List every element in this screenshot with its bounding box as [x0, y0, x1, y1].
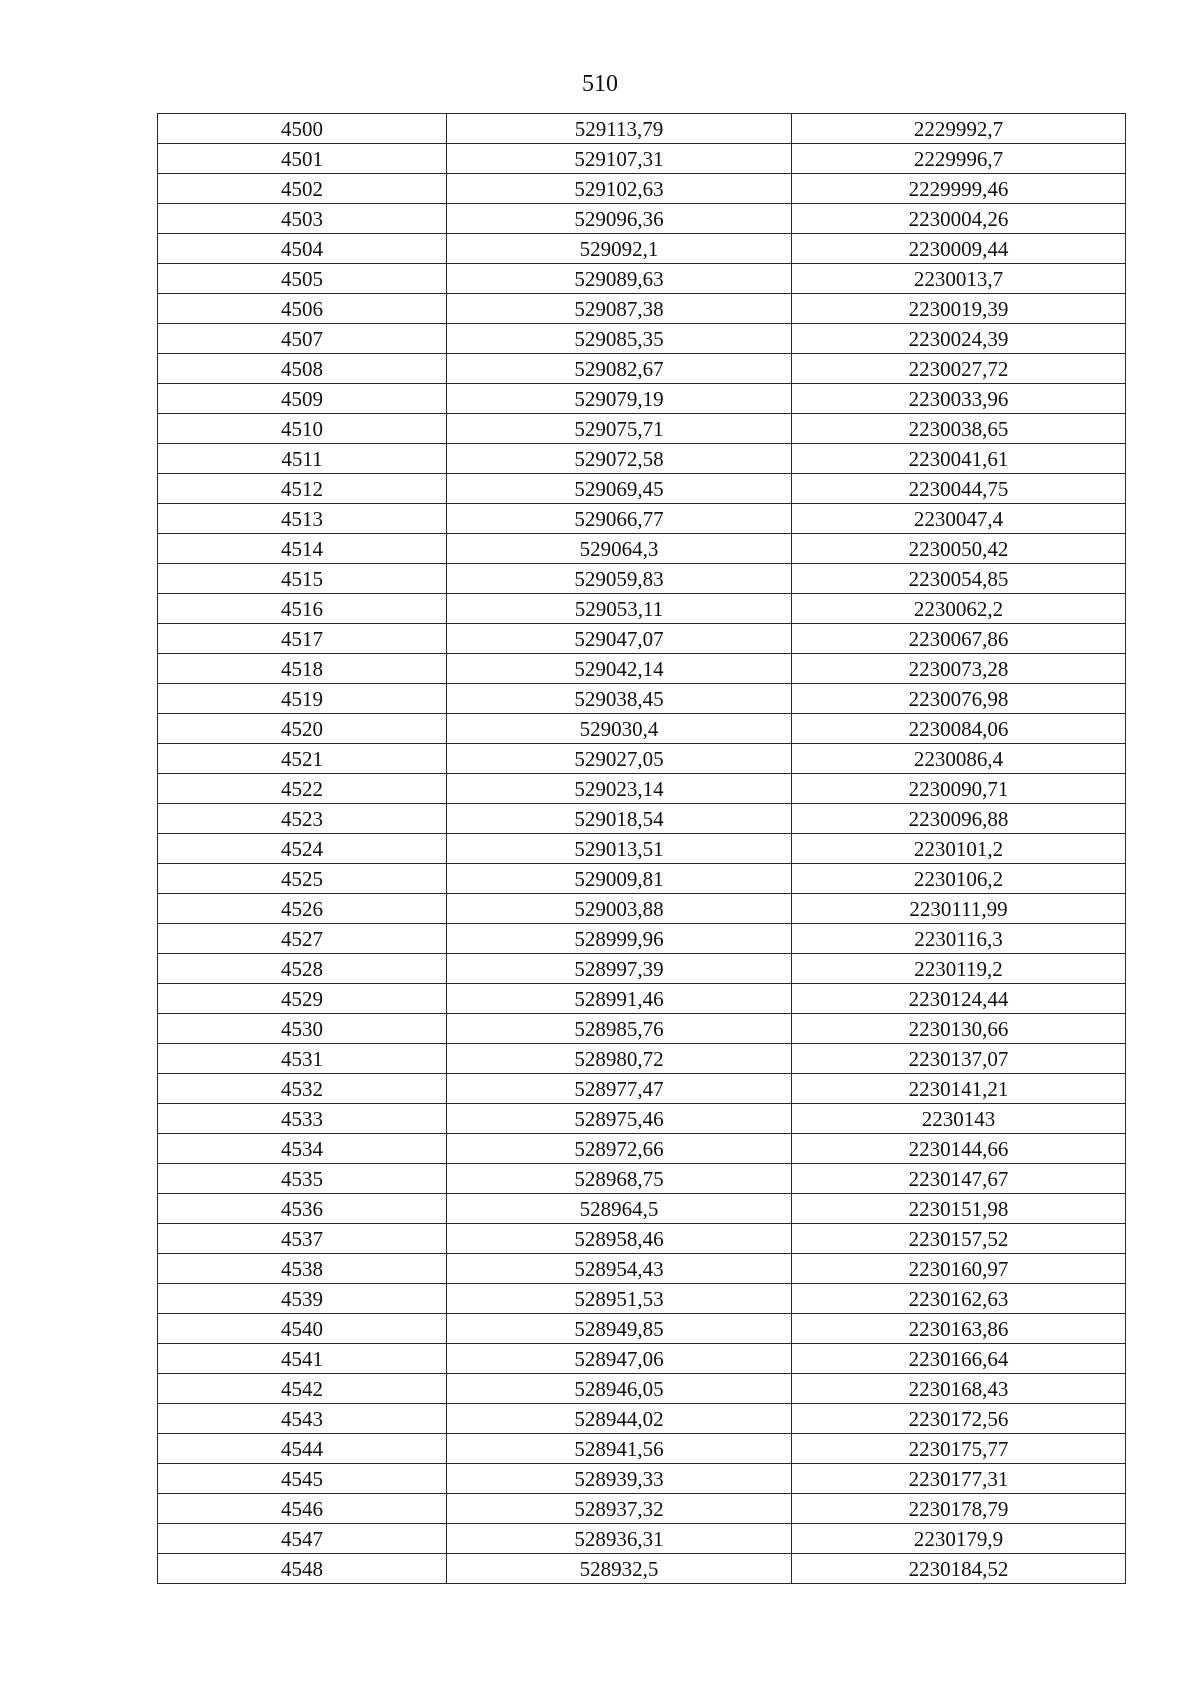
table-row	[158, 444, 1126, 474]
y-coordinate-cell: 2230024,39	[792, 324, 1126, 354]
point-number-cell: 4507	[158, 324, 447, 354]
table-row	[158, 1434, 1126, 1464]
x-coordinate-cell: 528944,02	[447, 1404, 792, 1434]
table-row	[158, 954, 1126, 984]
table-row	[158, 864, 1126, 894]
x-coordinate-cell: 528936,31	[447, 1524, 792, 1554]
x-coordinate-cell: 528946,05	[447, 1374, 792, 1404]
point-number-cell: 4535	[158, 1164, 447, 1194]
point-number-cell: 4547	[158, 1524, 447, 1554]
y-coordinate-cell: 2230144,66	[792, 1134, 1126, 1164]
point-number-cell: 4548	[158, 1554, 447, 1584]
x-coordinate-cell: 529079,19	[447, 384, 792, 414]
table-row	[158, 1104, 1126, 1134]
y-coordinate-cell: 2230179,9	[792, 1524, 1126, 1554]
table-row	[158, 1464, 1126, 1494]
point-number-cell: 4537	[158, 1224, 447, 1254]
table-row	[158, 294, 1126, 324]
table-row	[158, 264, 1126, 294]
y-coordinate-cell: 2230177,31	[792, 1464, 1126, 1494]
table-row	[158, 1314, 1126, 1344]
y-coordinate-cell: 2230147,67	[792, 1164, 1126, 1194]
point-number-cell: 4510	[158, 414, 447, 444]
x-coordinate-cell: 529059,83	[447, 564, 792, 594]
x-coordinate-cell: 529018,54	[447, 804, 792, 834]
y-coordinate-cell: 2230044,75	[792, 474, 1126, 504]
table-row	[158, 114, 1126, 144]
y-coordinate-cell: 2230054,85	[792, 564, 1126, 594]
table-row	[158, 834, 1126, 864]
y-coordinate-cell: 2230101,2	[792, 834, 1126, 864]
table-row	[158, 534, 1126, 564]
point-number-cell: 4539	[158, 1284, 447, 1314]
table-row	[158, 324, 1126, 354]
x-coordinate-cell: 528964,5	[447, 1194, 792, 1224]
y-coordinate-cell: 2230157,52	[792, 1224, 1126, 1254]
y-coordinate-cell: 2230178,79	[792, 1494, 1126, 1524]
x-coordinate-cell: 529030,4	[447, 714, 792, 744]
y-coordinate-cell: 2230038,65	[792, 414, 1126, 444]
table-row	[158, 1194, 1126, 1224]
table-row	[158, 624, 1126, 654]
point-number-cell: 4526	[158, 894, 447, 924]
table-row	[158, 144, 1126, 174]
x-coordinate-cell: 529009,81	[447, 864, 792, 894]
table-row	[158, 654, 1126, 684]
table-row	[158, 1284, 1126, 1314]
table-row	[158, 1374, 1126, 1404]
point-number-cell: 4544	[158, 1434, 447, 1464]
point-number-cell: 4504	[158, 234, 447, 264]
x-coordinate-cell: 528937,32	[447, 1494, 792, 1524]
x-coordinate-cell: 528951,53	[447, 1284, 792, 1314]
y-coordinate-cell: 2230062,2	[792, 594, 1126, 624]
x-coordinate-cell: 528939,33	[447, 1464, 792, 1494]
x-coordinate-cell: 529003,88	[447, 894, 792, 924]
x-coordinate-cell: 529075,71	[447, 414, 792, 444]
y-coordinate-cell: 2230047,4	[792, 504, 1126, 534]
x-coordinate-cell: 528954,43	[447, 1254, 792, 1284]
table-row	[158, 174, 1126, 204]
x-coordinate-cell: 529027,05	[447, 744, 792, 774]
table-row	[158, 234, 1126, 264]
y-coordinate-cell: 2230168,43	[792, 1374, 1126, 1404]
table-row	[158, 714, 1126, 744]
point-number-cell: 4517	[158, 624, 447, 654]
x-coordinate-cell: 529082,67	[447, 354, 792, 384]
point-number-cell: 4531	[158, 1044, 447, 1074]
y-coordinate-cell: 2230013,7	[792, 264, 1126, 294]
point-number-cell: 4519	[158, 684, 447, 714]
point-number-cell: 4528	[158, 954, 447, 984]
x-coordinate-cell: 529023,14	[447, 774, 792, 804]
y-coordinate-cell: 2230143	[792, 1104, 1126, 1134]
y-coordinate-cell: 2230163,86	[792, 1314, 1126, 1344]
y-coordinate-cell: 2229996,7	[792, 144, 1126, 174]
table-row	[158, 1134, 1126, 1164]
x-coordinate-cell: 529113,79	[447, 114, 792, 144]
x-coordinate-cell: 529087,38	[447, 294, 792, 324]
x-coordinate-cell: 529085,35	[447, 324, 792, 354]
x-coordinate-cell: 528972,66	[447, 1134, 792, 1164]
x-coordinate-cell: 529013,51	[447, 834, 792, 864]
table-row	[158, 984, 1126, 1014]
table-row	[158, 1164, 1126, 1194]
y-coordinate-cell: 2230175,77	[792, 1434, 1126, 1464]
point-number-cell: 4525	[158, 864, 447, 894]
table-row	[158, 1254, 1126, 1284]
table-row	[158, 1404, 1126, 1434]
point-number-cell: 4522	[158, 774, 447, 804]
y-coordinate-cell: 2230119,2	[792, 954, 1126, 984]
x-coordinate-cell: 528949,85	[447, 1314, 792, 1344]
table-row	[158, 1344, 1126, 1374]
x-coordinate-cell: 529072,58	[447, 444, 792, 474]
point-number-cell: 4527	[158, 924, 447, 954]
table-row	[158, 474, 1126, 504]
point-number-cell: 4545	[158, 1464, 447, 1494]
x-coordinate-cell: 528958,46	[447, 1224, 792, 1254]
x-coordinate-cell: 529092,1	[447, 234, 792, 264]
y-coordinate-cell: 2230111,99	[792, 894, 1126, 924]
table-row	[158, 744, 1126, 774]
y-coordinate-cell: 2230160,97	[792, 1254, 1126, 1284]
y-coordinate-cell: 2230050,42	[792, 534, 1126, 564]
table-row	[158, 1014, 1126, 1044]
point-number-cell: 4508	[158, 354, 447, 384]
point-number-cell: 4511	[158, 444, 447, 474]
x-coordinate-cell: 528999,96	[447, 924, 792, 954]
point-number-cell: 4540	[158, 1314, 447, 1344]
x-coordinate-cell: 529042,14	[447, 654, 792, 684]
y-coordinate-cell: 2230172,56	[792, 1404, 1126, 1434]
table-row	[158, 1224, 1126, 1254]
y-coordinate-cell: 2230084,06	[792, 714, 1126, 744]
point-number-cell: 4541	[158, 1344, 447, 1374]
y-coordinate-cell: 2230067,86	[792, 624, 1126, 654]
y-coordinate-cell: 2230009,44	[792, 234, 1126, 264]
point-number-cell: 4512	[158, 474, 447, 504]
x-coordinate-cell: 529038,45	[447, 684, 792, 714]
point-number-cell: 4518	[158, 654, 447, 684]
x-coordinate-cell: 529053,11	[447, 594, 792, 624]
point-number-cell: 4534	[158, 1134, 447, 1164]
x-coordinate-cell: 529066,77	[447, 504, 792, 534]
x-coordinate-cell: 528941,56	[447, 1434, 792, 1464]
x-coordinate-cell: 529102,63	[447, 174, 792, 204]
x-coordinate-cell: 528997,39	[447, 954, 792, 984]
point-number-cell: 4533	[158, 1104, 447, 1134]
x-coordinate-cell: 529096,36	[447, 204, 792, 234]
table-row	[158, 924, 1126, 954]
x-coordinate-cell: 529069,45	[447, 474, 792, 504]
x-coordinate-cell: 528968,75	[447, 1164, 792, 1194]
point-number-cell: 4509	[158, 384, 447, 414]
table-row	[158, 1494, 1126, 1524]
point-number-cell: 4505	[158, 264, 447, 294]
y-coordinate-cell: 2230073,28	[792, 654, 1126, 684]
y-coordinate-cell: 2230184,52	[792, 1554, 1126, 1584]
y-coordinate-cell: 2230096,88	[792, 804, 1126, 834]
point-number-cell: 4502	[158, 174, 447, 204]
table-row	[158, 354, 1126, 384]
point-number-cell: 4515	[158, 564, 447, 594]
table-row	[158, 384, 1126, 414]
table-row	[158, 684, 1126, 714]
table-row	[158, 1044, 1126, 1074]
y-coordinate-cell: 2230004,26	[792, 204, 1126, 234]
y-coordinate-cell: 2230130,66	[792, 1014, 1126, 1044]
point-number-cell: 4501	[158, 144, 447, 174]
y-coordinate-cell: 2230124,44	[792, 984, 1126, 1014]
point-number-cell: 4513	[158, 504, 447, 534]
coordinates-table-body	[158, 114, 1126, 1584]
point-number-cell: 4503	[158, 204, 447, 234]
y-coordinate-cell: 2230027,72	[792, 354, 1126, 384]
y-coordinate-cell: 2229999,46	[792, 174, 1126, 204]
y-coordinate-cell: 2230090,71	[792, 774, 1126, 804]
point-number-cell: 4542	[158, 1374, 447, 1404]
y-coordinate-cell: 2229992,7	[792, 114, 1126, 144]
y-coordinate-cell: 2230116,3	[792, 924, 1126, 954]
table-row	[158, 564, 1126, 594]
x-coordinate-cell: 528975,46	[447, 1104, 792, 1134]
table-row	[158, 894, 1126, 924]
x-coordinate-cell: 529089,63	[447, 264, 792, 294]
x-coordinate-cell: 528932,5	[447, 1554, 792, 1584]
x-coordinate-cell: 528991,46	[447, 984, 792, 1014]
point-number-cell: 4514	[158, 534, 447, 564]
x-coordinate-cell: 528947,06	[447, 1344, 792, 1374]
point-number-cell: 4516	[158, 594, 447, 624]
y-coordinate-cell: 2230076,98	[792, 684, 1126, 714]
y-coordinate-cell: 2230151,98	[792, 1194, 1126, 1224]
point-number-cell: 4530	[158, 1014, 447, 1044]
point-number-cell: 4521	[158, 744, 447, 774]
point-number-cell: 4520	[158, 714, 447, 744]
y-coordinate-cell: 2230019,39	[792, 294, 1126, 324]
x-coordinate-cell: 529047,07	[447, 624, 792, 654]
y-coordinate-cell: 2230166,64	[792, 1344, 1126, 1374]
point-number-cell: 4524	[158, 834, 447, 864]
x-coordinate-cell: 528980,72	[447, 1044, 792, 1074]
table-row	[158, 1524, 1126, 1554]
y-coordinate-cell: 2230137,07	[792, 1044, 1126, 1074]
table-row	[158, 204, 1126, 234]
table-row	[158, 414, 1126, 444]
x-coordinate-cell: 528977,47	[447, 1074, 792, 1104]
point-number-cell: 4529	[158, 984, 447, 1014]
y-coordinate-cell: 2230041,61	[792, 444, 1126, 474]
coordinates-table	[157, 113, 1126, 1584]
point-number-cell: 4543	[158, 1404, 447, 1434]
x-coordinate-cell: 529064,3	[447, 534, 792, 564]
point-number-cell: 4506	[158, 294, 447, 324]
page-number: 510	[582, 71, 618, 97]
point-number-cell: 4546	[158, 1494, 447, 1524]
table-row	[158, 1074, 1126, 1104]
table-row	[158, 504, 1126, 534]
point-number-cell: 4523	[158, 804, 447, 834]
table-row	[158, 774, 1126, 804]
point-number-cell: 4538	[158, 1254, 447, 1284]
point-number-cell: 4532	[158, 1074, 447, 1104]
point-number-cell: 4536	[158, 1194, 447, 1224]
point-number-cell: 4500	[158, 114, 447, 144]
table-row	[158, 594, 1126, 624]
table-row	[158, 1554, 1126, 1584]
y-coordinate-cell: 2230141,21	[792, 1074, 1126, 1104]
x-coordinate-cell: 529107,31	[447, 144, 792, 174]
y-coordinate-cell: 2230106,2	[792, 864, 1126, 894]
x-coordinate-cell: 528985,76	[447, 1014, 792, 1044]
y-coordinate-cell: 2230033,96	[792, 384, 1126, 414]
y-coordinate-cell: 2230086,4	[792, 744, 1126, 774]
table-row	[158, 804, 1126, 834]
y-coordinate-cell: 2230162,63	[792, 1284, 1126, 1314]
